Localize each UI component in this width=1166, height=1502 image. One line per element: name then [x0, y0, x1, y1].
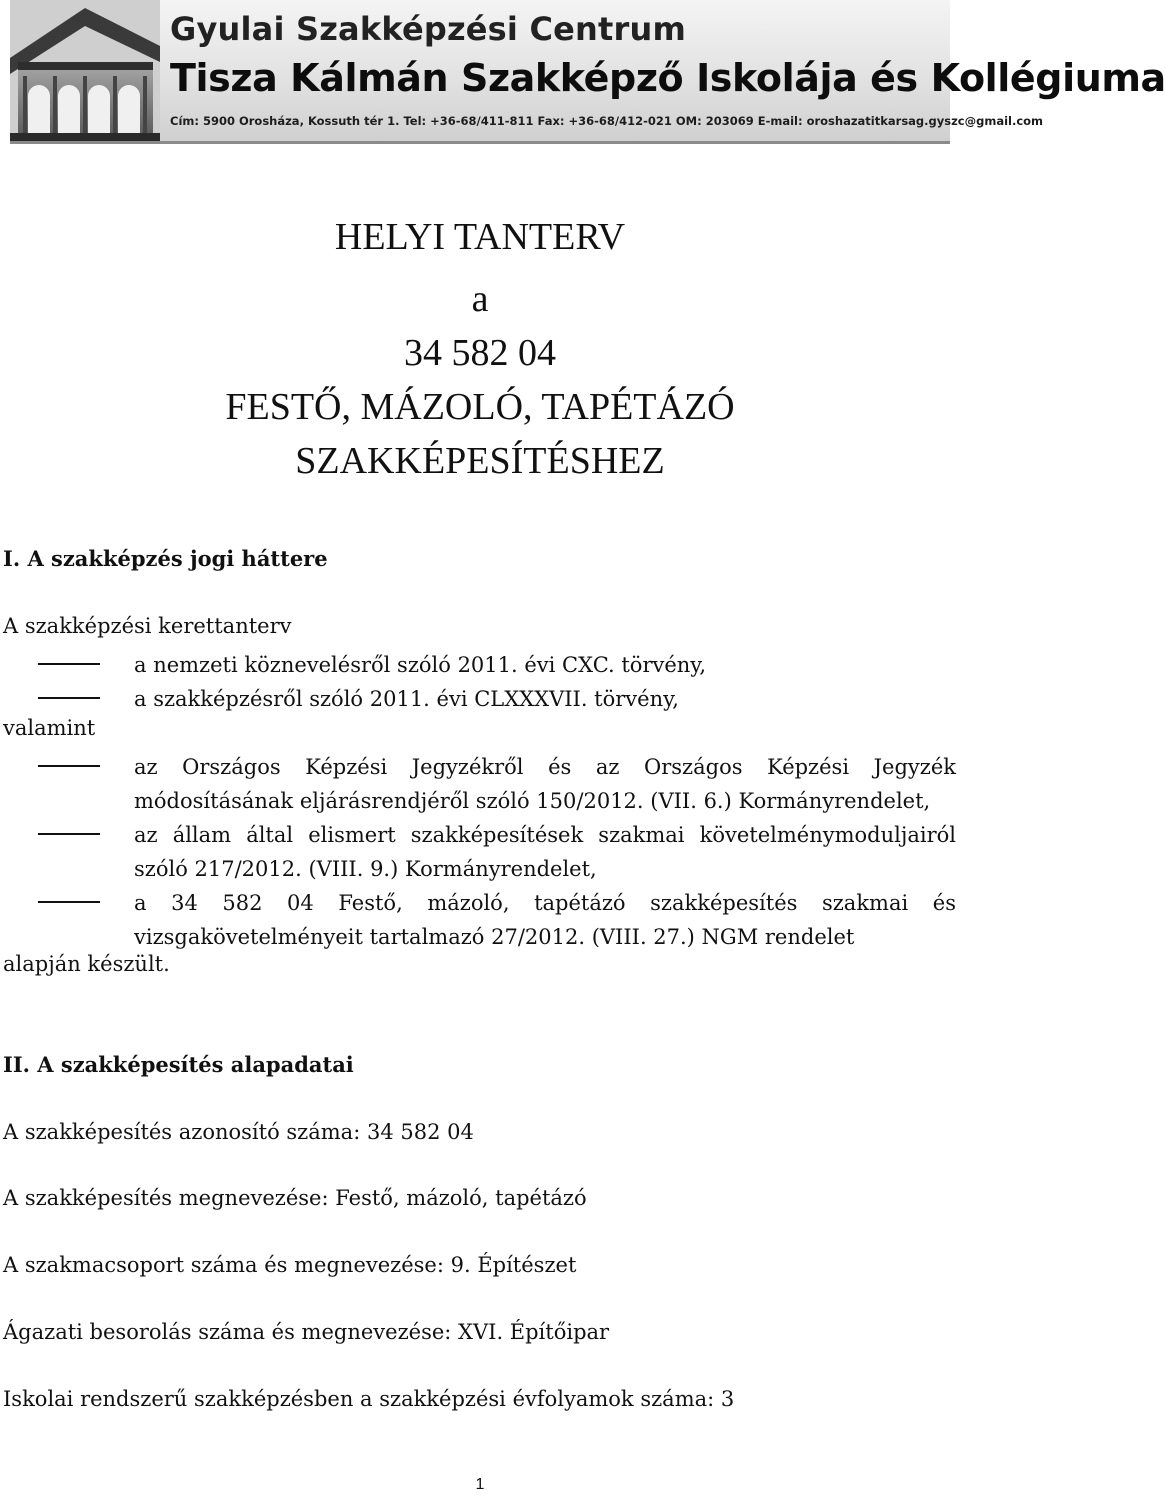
- title-code: 34 582 04: [404, 332, 556, 374]
- section-heading: II. A szakképesítés alapadatai: [3, 1052, 354, 1077]
- dash-bullet: [38, 697, 100, 699]
- dash-bullet: [38, 901, 100, 903]
- contact-line: Cím: 5900 Orosháza, Kossuth tér 1. Tel: +36-68/411-811 Fax: +36-68/412-021 OM: 203069 E-mail: oroshazatitkarsag.gyszc@gmail.com: [170, 114, 1044, 128]
- field-years: Iskolai rendszerű szakképzésben a szakképzési évfolyamok száma: 3: [3, 1387, 735, 1411]
- dash-bullet: [38, 663, 100, 665]
- field-group: A szakmacsoport száma és megnevezése: 9. Építészet: [3, 1253, 577, 1277]
- school-building-logo-icon: [10, 0, 160, 141]
- list-item-text: az Országos Képzési Jegyzékről és az Országos Képzési Jegyzék módosításának eljárásrendjéről szóló 150/2012. (VII. 6.) Kormányrendelet,: [134, 755, 956, 813]
- field-name: A szakképesítés megnevezése: Festő, mázoló, tapétázó: [3, 1186, 587, 1210]
- connector-text: valamint: [3, 716, 96, 740]
- list-item-text: a nemzeti köznevelésről szóló 2011. évi CXC. törvény,: [134, 653, 707, 677]
- school-name: Tisza Kálmán Szakképző Iskolája és Kollégiuma: [170, 56, 1166, 100]
- organization-name: Gyulai Szakképzési Centrum: [170, 10, 687, 48]
- dash-bullet: [38, 765, 100, 767]
- page-number: 1: [475, 1476, 485, 1493]
- paragraph-intro: A szakképzési kerettanterv: [3, 614, 292, 638]
- header-banner: [10, 0, 1166, 144]
- title-suffix: SZAKKÉPESÍTÉSHEZ: [295, 440, 665, 482]
- list-item-text: az állam által elismert szakképesítések szakmai követelménymoduljairól szóló 217/2012. (VIII. 9.) Kormányrendelet,: [134, 823, 956, 881]
- field-sector: Ágazati besorolás száma és megnevezése: XVI. Építőipar: [3, 1320, 610, 1344]
- list-item-text: a szakképzésről szóló 2011. évi CLXXXVII. törvény,: [134, 687, 679, 711]
- document-title: [0, 210, 960, 488]
- title-qualification: FESTŐ, MÁZOLÓ, TAPÉTÁZÓ: [225, 386, 735, 428]
- title-article: a: [471, 278, 489, 320]
- closing-text: alapján készült.: [3, 952, 170, 976]
- section-heading: I. A szakképzés jogi háttere: [3, 546, 328, 571]
- dash-bullet: [38, 833, 100, 835]
- title-heading: HELYI TANTERV: [334, 216, 626, 258]
- list-item-text: a 34 582 04 Festő, mázoló, tapétázó szakképesítés szakmai és vizsgakövetelményeit tartalmazó 27/2012. (VIII. 27.) NGM rendelet: [134, 891, 956, 949]
- field-identifier: A szakképesítés azonosító száma: 34 582 04: [3, 1120, 474, 1144]
